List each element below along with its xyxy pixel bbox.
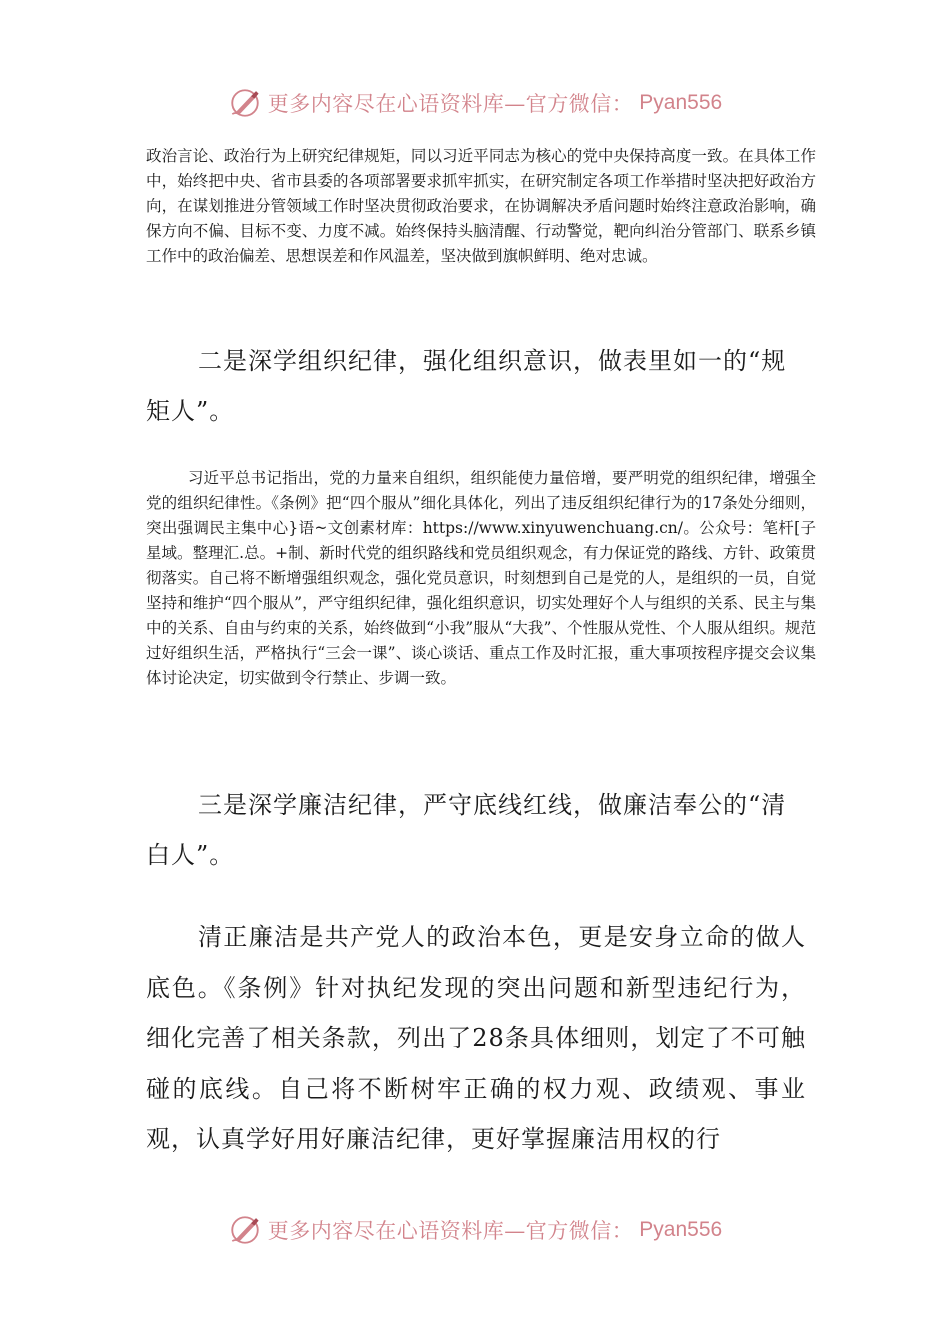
heading-organization-discipline: 二是深学组织纪律，强化组织意识，做表里如一的“规矩人”。: [146, 347, 787, 425]
pen-logo-icon: [228, 1213, 262, 1247]
paragraph-organization-discipline: 习近平总书记指出，党的力量来自组织，组织能使力量倍增，要严明党的组织纪律，增强全党的组织纪律性。《条例》把“四个服从”细化具体化，列出了违反组织纪律行为的17条处分细则，突出强调民主集中心}语~文创素材库：https://www.xinyuwenchuang.cn/。公众号：笔杆[子星域。整理汇.总。+制、新时代党的组织路线和党员组织观念，有力保证党的路线、方针、政策贯彻落实。自己将不断增强组织观念，强化党员意识，时刻想到自己是党的人，是组织的一员，自觉坚持和维护“四个服从”，严守组织纪律，强化组织意识，切实处理好个人与组织的关系、民主与集中的关系、自由与约束的关系，始终做到“小我”服从“大我”、个性服从党性、个人服从组织。规范过好组织生活，严格执行“三会一课”、谈心谈话、重点工作及时汇报，重大事项按程序提交会议集体讨论决定，切实做到令行禁止、步调一致。: [146, 469, 816, 687]
header-banner: [0, 80, 950, 126]
pen-logo-icon: [228, 86, 262, 120]
paragraph-integrity-discipline: 清正廉洁是共产党人的政治本色，更是安身立命的做人底色。《条例》针对执纪发现的突出问题和新型违纪行为，细化完善了相关条款，列出了28条具体细则，划定了不可触碰的底线。自己将不断树牢正确的权力观、政绩观、事业观，认真学好用好廉洁纪律，更好掌握廉洁用权的行: [146, 923, 806, 1153]
paragraph-political-discipline: 政治言论、政治行为上研究纪律规矩，同以习近平同志为核心的党中央保持高度一致。在具体工作中，始终把中央、省市县委的各项部署要求抓牢抓实，在研究制定各项工作举措时坚决把好政治方向，在谋划推进分管领域工作时坚决贯彻政治要求，在协调解决矛盾问题时始终注意政治影响，确保方向不偏、目标不变、力度不减。始终保持头脑清醒、行动警觉，靶向纠治分管部门、联系乡镇工作中的政治偏差、思想误差和作风温差，坚决做到旗帜鲜明、绝对忠诚。: [146, 147, 816, 265]
banner-text: 更多内容尽在心语资料库—官方微信：: [267, 1219, 634, 1243]
heading-integrity-discipline: 三是深学廉洁纪律，严守底线红线，做廉洁奉公的“清白人”。: [146, 791, 787, 869]
banner-wechat-id: Pyan556: [639, 1218, 723, 1241]
banner-text: 更多内容尽在心语资料库—官方微信：: [267, 92, 634, 116]
footer-banner: [0, 1207, 950, 1253]
banner-wechat-id: Pyan556: [639, 91, 723, 114]
